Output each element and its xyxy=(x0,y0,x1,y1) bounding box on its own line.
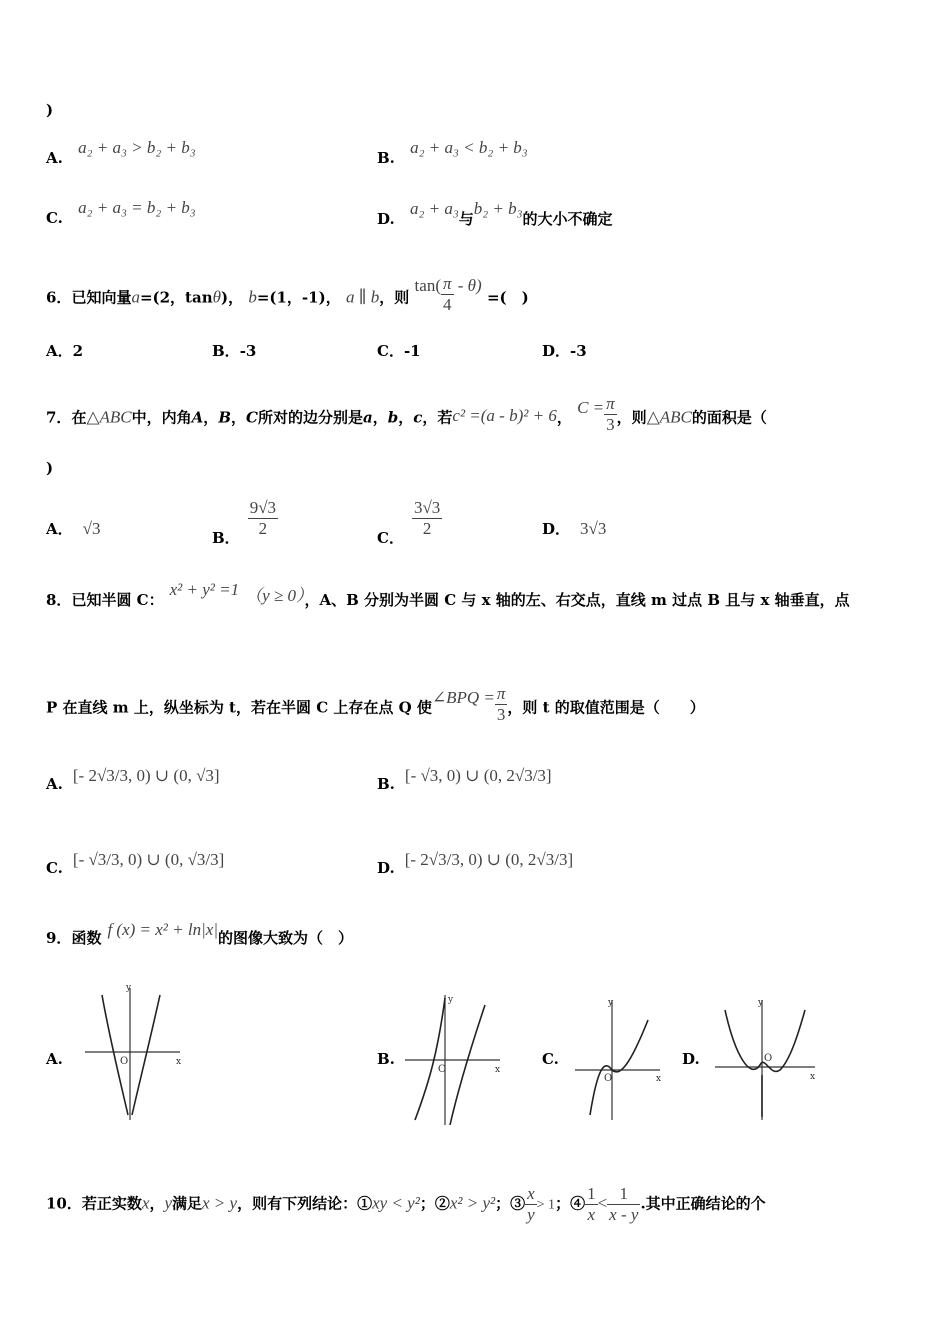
q5-a-expr: a₂ + a₃ > b₂ + b₃ xyxy=(78,138,196,157)
svg-text:y: y xyxy=(126,983,132,993)
q5-option-b[interactable]: B. a₂ + a₃ < b₂ + b₃ xyxy=(377,138,528,167)
svg-text:x: x xyxy=(656,1074,662,1084)
svg-text:y: y xyxy=(608,998,614,1008)
q8-option-b[interactable]: B. [- √3, 0) ∪ (0, 2√3/3] xyxy=(377,766,552,793)
svg-text:y: y xyxy=(448,995,454,1005)
q5-b-expr: a₂ + a₃ < b₂ + b₃ xyxy=(410,138,528,157)
q9-option-b-label[interactable]: B. xyxy=(377,1050,395,1068)
q6-option-d[interactable]: D．-3 xyxy=(542,342,587,360)
q6-stem: 6．已知向量a=(2，tanθ)， b=(1，-1)， a ∥ b，则 tan( $\frac{\pi}{4}$ - θ) =( ) xyxy=(46,274,529,314)
q9-option-a-label[interactable]: A. xyxy=(46,1050,63,1068)
q9-graph-a[interactable] xyxy=(80,980,220,1130)
q5-d-expr: a₂ + a₃ xyxy=(409,199,459,218)
q6-option-c[interactable]: C．-1 xyxy=(377,342,421,360)
q6-option-a[interactable]: A．2 xyxy=(46,342,84,360)
q5-tail: ) xyxy=(46,101,54,119)
svg-text:x: x xyxy=(176,1057,182,1067)
q5-option-a[interactable]: A. a₂ + a₃ > b₂ + b₃ xyxy=(46,138,196,167)
q8-stem-line1: 8．已知半圆 C：x² + y² =1 （y ≥ 0），A、B 分别为半圆 C 与 x 轴的左、右交点，直线 m 过点 B 且与 x 轴垂直，点 xyxy=(46,580,850,609)
svg-text:O: O xyxy=(438,1064,447,1075)
q9-option-d-label[interactable]: D. xyxy=(682,1050,700,1068)
q5-option-d[interactable]: D. a₂ + a₃与b₂ + b₃的大小不确定 xyxy=(377,199,613,228)
q7-option-b[interactable]: B． $\frac{9√3}{2}$ xyxy=(212,498,277,547)
q9-graph-d[interactable] xyxy=(710,995,820,1125)
q9-graph-b[interactable] xyxy=(400,990,510,1130)
svg-text:y: y xyxy=(758,998,764,1008)
q7-stem: 7．在△ABC中，内角A，B，C所对的边分别是a，b，c，若c² =(a - b)² + 6， C = $\frac{\pi}{3}$ ，则△ABC的面积是（ xyxy=(46,394,767,434)
svg-text:O: O xyxy=(604,1073,613,1084)
q6-option-b[interactable]: B．-3 xyxy=(212,342,257,360)
q5-d-expr2: b₂ + b₃ xyxy=(473,199,523,218)
q7-tail: ) xyxy=(46,459,54,477)
svg-text:x: x xyxy=(495,1065,501,1075)
svg-text:O: O xyxy=(120,1056,129,1067)
q7-option-d[interactable]: D． 3√3 xyxy=(542,519,607,538)
q8-option-c[interactable]: C. [- √3/3, 0) ∪ (0, √3/3] xyxy=(46,850,225,877)
q5-c-expr: a₂ + a₃ = b₂ + b₃ xyxy=(78,198,196,217)
svg-text:x: x xyxy=(810,1072,816,1082)
q10-stem: 10．若正实数x，y满足x > y，则有下列结论：①xy < y²；②x² > y²；③ $\frac{x}{y}$ > 1；④ $\frac{1}{x}$ < $\frac{1}{x - y}$ .其中正确结论的个 xyxy=(46,1184,766,1224)
q5-option-c[interactable]: C. a₂ + a₃ = b₂ + b₃ xyxy=(46,198,196,227)
q7-option-a[interactable]: A． √3 xyxy=(46,519,101,538)
q7-option-c[interactable]: C． $\frac{3√3}{2}$ xyxy=(377,498,441,547)
q8-option-a[interactable]: A. [- 2√3/3, 0) ∪ (0, √3] xyxy=(46,766,220,793)
svg-text:O: O xyxy=(764,1053,773,1064)
q9-option-c-label[interactable]: C. xyxy=(542,1050,559,1068)
q8-option-d[interactable]: D. [- 2√3/3, 0) ∪ (0, 2√3/3] xyxy=(377,850,574,877)
q9-graph-c[interactable] xyxy=(570,995,670,1125)
q9-stem: 9．函数 f (x) = x² + ln|x|的图像大致为（ ） xyxy=(46,920,354,947)
q8-stem-line2: P 在直线 m 上，纵坐标为 t，若在半圆 C 上存在点 Q 使∠BPQ = $\frac{\pi}{3}$ ，则 t 的取值范围是（ ） xyxy=(46,684,705,724)
